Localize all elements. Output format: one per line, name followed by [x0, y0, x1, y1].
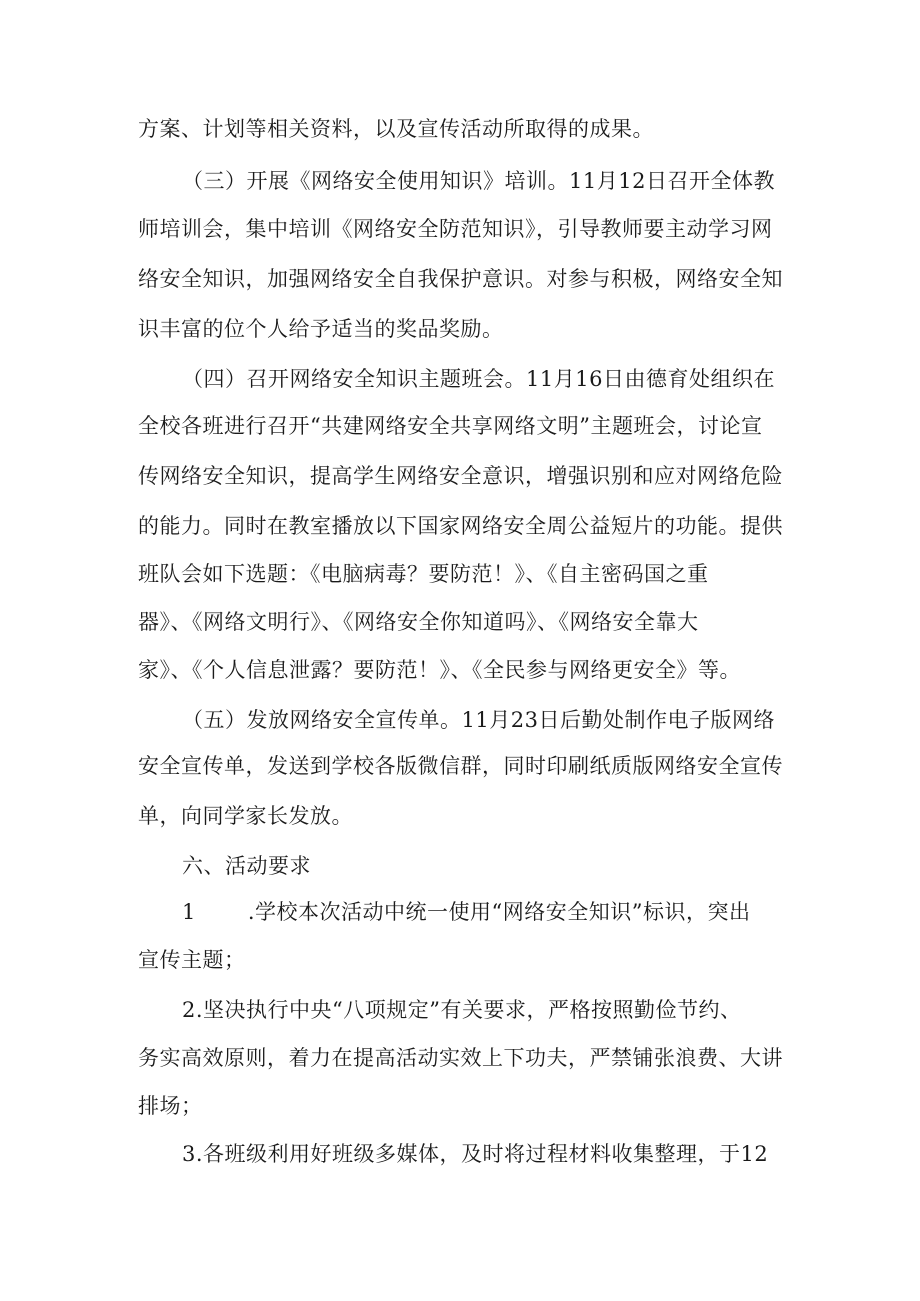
paragraph-4-line-3: 传网络安全知识，提高学生网络安全意识，增强识别和应对网络危险	[138, 464, 783, 488]
paragraph-3-line-4: 识丰富的位个人给予适当的奖品奖励。	[138, 317, 504, 341]
paragraph-4-line-4: 的能力。同时在教室播放以下国家网络安全周公益短片的功能。提供	[138, 514, 783, 538]
requirement-2-line-1: 2.坚决执行中央“八项规定”有关要求，严格按照勤俭节约、	[182, 998, 742, 1022]
requirement-2-line-3: 排场；	[138, 1094, 203, 1118]
paragraph-4-line-6: 器》、《网络文明行》、《网络安全你知道吗》、《网络安全靠大	[138, 610, 699, 634]
paragraph-5-line-2: 安全宣传单，发送到学校各版微信群，同时印刷纸质版网络安全宣传	[138, 754, 783, 778]
paragraph-3-line-2: 师培训会，集中培训《网络安全防范知识》，引导教师要主动学习网	[138, 217, 773, 241]
paragraph-5-line-3: 单，向同学家长发放。	[138, 804, 353, 828]
paragraph-4-line-5: 班队会如下选题：《电脑病毒？要防范！》、《自主密码国之重	[138, 562, 709, 586]
paragraph-3-line-1: （三）开展《网络安全使用知识》培训。11月12日召开全体教	[182, 169, 775, 193]
paragraph-5-line-1: （五）发放网络安全宣传单。11月23日后勤处制作电子版网络	[182, 708, 775, 732]
paragraph-3-line-3: 络安全知识，加强网络安全自我保护意识。对参与积极，网络安全知	[138, 267, 783, 291]
requirement-1-line-1	[182, 897, 751, 927]
requirement-2-line-2: 务实高效原则，着力在提高活动实效上下功夫，严禁铺张浪费、大讲	[138, 1046, 783, 1070]
paragraph-4-line-1: （四）召开网络安全知识主题班会。11月16日由德育处组织在	[182, 367, 775, 391]
requirement-1-number: 1	[182, 900, 196, 924]
paragraph-4-line-2: 全校各班进行召开“共建网络安全共享网络文明”主题班会，讨论宣	[138, 414, 763, 438]
requirement-1-line-2: 宣传主题；	[138, 948, 246, 972]
requirement-1-text: .学校本次活动中统一使用“网络安全知识”标识，突出	[247, 900, 751, 924]
paragraph-4-line-7: 家》、《个人信息泄露？要防范！》、《全民参与网络更安全》等。	[138, 658, 741, 682]
section-heading: 六、活动要求	[182, 854, 311, 878]
paragraph-line: 方案、计划等相关资料，以及宣传活动所取得的成果。	[138, 117, 654, 141]
requirement-3-line-1: 3.各班级利用好班级多媒体，及时将过程材料收集整理，于12	[182, 1142, 769, 1166]
